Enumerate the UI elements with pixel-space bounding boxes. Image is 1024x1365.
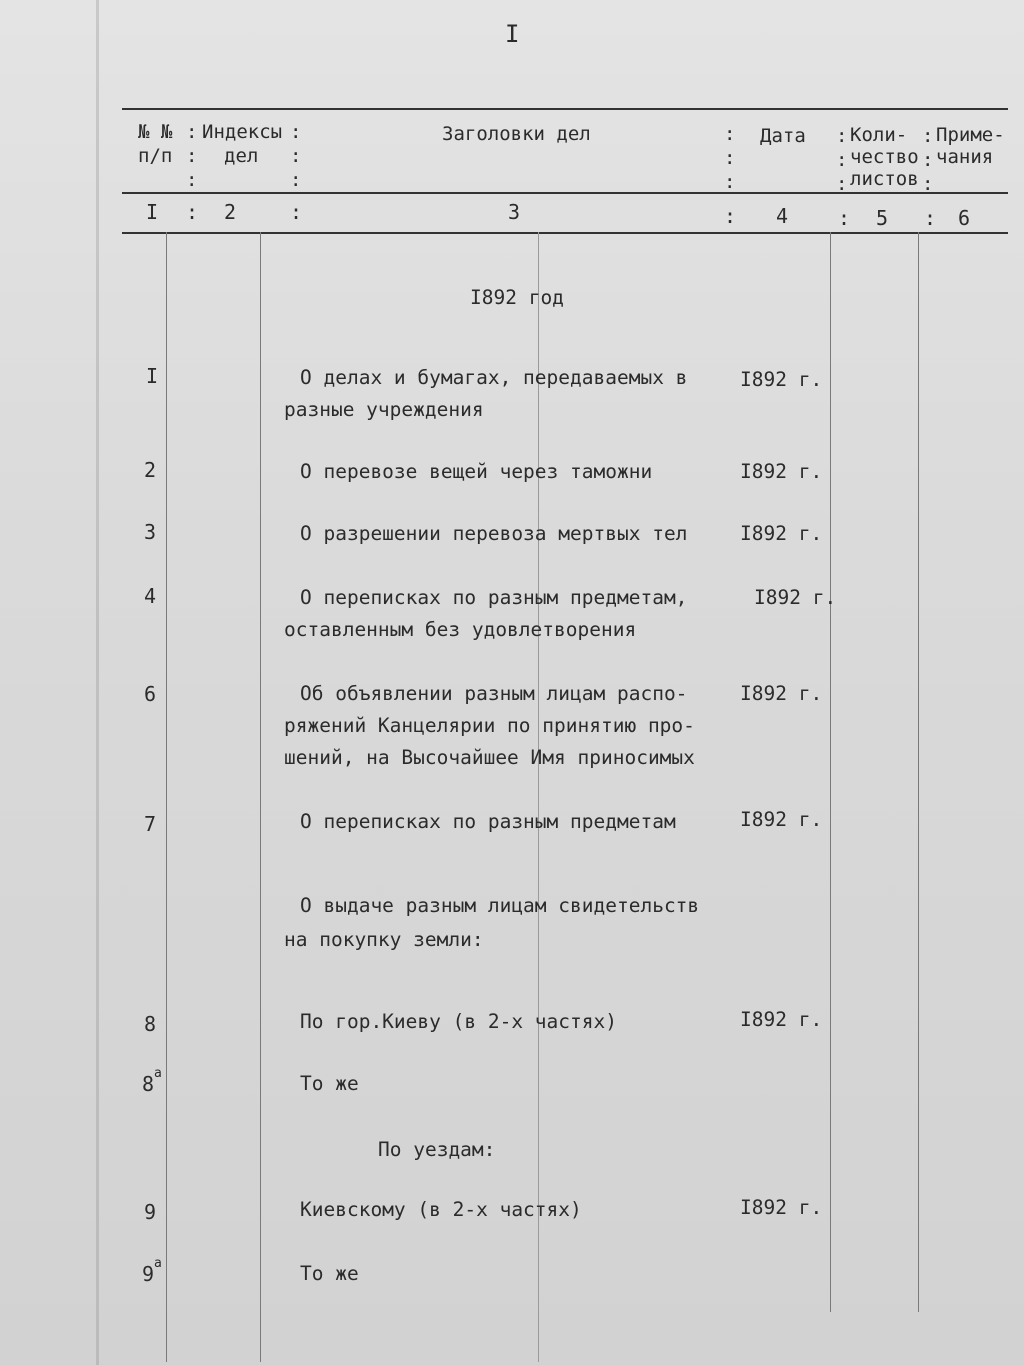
row-number (142, 1066, 162, 1096)
row-title-line: оставленным без удовлетворения (284, 618, 637, 641)
header-colon: : : : (290, 121, 302, 191)
section-title: I892 год (470, 286, 564, 309)
row-date: I892 г. (754, 586, 837, 609)
page-fold (96, 0, 99, 1365)
row-number (142, 1256, 162, 1286)
row-number: 3 (144, 520, 157, 544)
row-title-line: О разрешении перевоза мертвых тел (300, 522, 688, 545)
header-col-index-line: дел (224, 145, 259, 167)
column-divider (830, 232, 831, 1312)
row-date: I892 г. (740, 808, 823, 831)
column-divider (166, 232, 167, 1362)
row-date: I892 г. (740, 682, 823, 705)
row-title-line: шений, на Высочайшее Имя приносимых (284, 746, 695, 769)
row-number: 6 (144, 682, 157, 706)
header-col-index (202, 120, 282, 168)
row-title-line: Киевскому (в 2-х частях) (300, 1198, 582, 1221)
header-col-index-line: Индексы (202, 121, 283, 143)
header-col-num-line: № № (138, 121, 173, 143)
subsection-title: По уездам: (378, 1138, 496, 1161)
row-title-line: По гор.Киеву (в 2-х частях) (300, 1010, 617, 1033)
row-title-line: То же (300, 1072, 359, 1095)
header-col-sheets-line: листов (850, 168, 919, 190)
header-col-notes-line: Приме- (936, 124, 1005, 146)
row-number: I (146, 364, 159, 388)
row-date: I892 г. (740, 460, 823, 483)
col-number: I (146, 200, 159, 224)
row-title-line: О делах и бумагах, передаваемых в (300, 366, 688, 389)
col-number: 4 (776, 204, 789, 228)
row-number: 7 (144, 812, 157, 836)
header-col-title: Заголовки дел (442, 123, 591, 145)
numbers-colon: : (924, 206, 937, 230)
row-number-suffix: а (154, 1066, 162, 1081)
header-colon: : : : (724, 123, 736, 193)
row-date: I892 г. (740, 1196, 823, 1219)
col-number: 5 (876, 206, 889, 230)
header-col-sheets (850, 124, 919, 190)
row-title-line: О выдаче разным лицам свидетельств (300, 894, 700, 917)
column-divider (260, 232, 261, 1362)
row-date: I892 г. (740, 368, 823, 391)
row-number-main: 8 (142, 1072, 155, 1096)
header-col-sheets-line: Коли- (850, 124, 908, 146)
row-title-line: Об объявлении разным лицам распо- (300, 682, 688, 705)
header-col-date: Дата (760, 125, 806, 147)
header-col-notes (936, 124, 1005, 168)
row-number-main: 9 (142, 1262, 155, 1286)
header-colon: : : : (836, 125, 848, 195)
row-title-line: О переписках по разным предметам (300, 810, 676, 833)
header-col-notes-line: чания (936, 146, 994, 168)
header-col-num (138, 120, 172, 168)
header-colon: : : : (186, 121, 198, 191)
col-number: 2 (224, 200, 237, 224)
row-title-line: на покупку земли: (284, 928, 484, 951)
header-colon: : : : (922, 125, 934, 195)
header-col-num-line: п/п (138, 145, 173, 167)
row-title-line: О перевозе вещей через таможни (300, 460, 653, 483)
column-divider (918, 232, 919, 1312)
row-title-line: разные учреждения (284, 398, 484, 421)
row-number-suffix: а (154, 1256, 162, 1271)
row-number: 8 (144, 1012, 157, 1036)
numbers-bottom-rule (122, 232, 1008, 234)
row-date: I892 г. (740, 522, 823, 545)
col-number: 6 (958, 206, 971, 230)
numbers-colon: : (724, 204, 737, 228)
row-title-line: ряжений Канцелярии по принятию про- (284, 714, 695, 737)
col-number: 3 (508, 200, 521, 224)
row-title-line: То же (300, 1262, 359, 1285)
row-date: I892 г. (740, 1008, 823, 1031)
header-bottom-rule (122, 192, 1008, 194)
row-number: 2 (144, 458, 157, 482)
page-number: I (505, 20, 520, 48)
numbers-colon: : (290, 200, 303, 224)
row-title-line: О переписках по разным предметам, (300, 586, 688, 609)
numbers-colon: : (838, 206, 851, 230)
row-number: 4 (144, 584, 157, 608)
numbers-colon: : (186, 200, 199, 224)
row-number: 9 (144, 1200, 157, 1224)
table-top-rule (122, 108, 1008, 110)
header-col-sheets-line: чество (850, 146, 919, 168)
column-divider (538, 232, 539, 1362)
